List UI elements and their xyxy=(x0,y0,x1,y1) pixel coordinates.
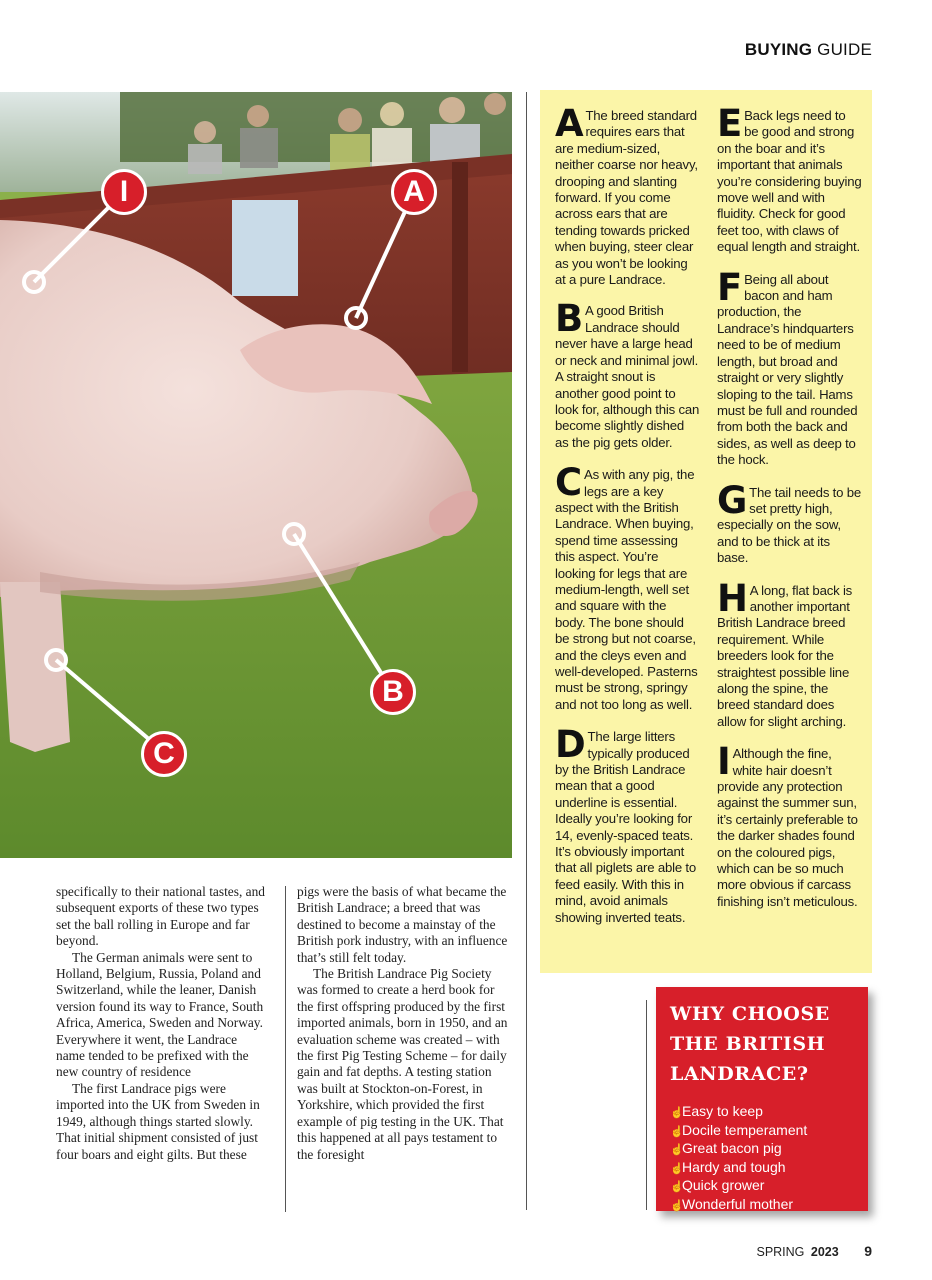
drop-cap: G xyxy=(717,478,748,522)
panel-column-left xyxy=(555,102,700,926)
point-text: The large litters typically produced by the British Landrace mean that a good underline is essential. Ideally you’re looking for 14, evenly-spaced teats. It’s obviously important that all piglets are able to feed easily. With this in mind, avoid animals showing inverted teats. xyxy=(555,729,697,925)
body-column-1 xyxy=(56,884,268,1163)
point-G xyxy=(717,478,862,567)
point-text: Although the fine, white hair doesn’t provide any protection against the summer sun, it’s certainly preferable to the darker shades found on the coloured pigs, which can be so much more obvious if carcass finishing isn’t meticulous. xyxy=(717,746,858,909)
drop-cap: A xyxy=(555,102,584,145)
point-D xyxy=(555,723,700,926)
point-I xyxy=(717,740,862,910)
drop-cap: H xyxy=(717,576,748,620)
body-paragraph: The British Landrace Pig Society was formed to create a herd book for the first offspring produced by the first imported animals, born in 1950, and an evaluation scheme was created – with the first Pig Testing Scheme – for daily gain and fat depths. A testing station was built at Stockton-on-Forest, in Yorkshire, which provided the first example of pig testing in the UK. That this happened at all pays testament to the foresight xyxy=(297,966,508,1162)
list-item-text: Docile temperament xyxy=(682,1121,808,1138)
point-text: Back legs need to be good and strong on the boar and it’s important that animals you’re considering buying move well and with fluidity. Check for good feet too, with claws of equal length and straight. xyxy=(717,108,862,255)
panel-column-right xyxy=(717,102,862,910)
drop-cap: I xyxy=(717,740,731,784)
point-text: As with any pig, the legs are a key aspect with the British Landrace. When buying, spend time assessing this aspect. You’re looking for legs that are medium-length, well set and square with the body. The bone should be strong but not coarse, and the cleys even and well-developed. Pasterns must be strong, springy and not too long as well. xyxy=(555,467,698,712)
pointing-hand-icon: ☝ xyxy=(670,1162,684,1175)
list-item-text: Quick grower xyxy=(682,1177,765,1193)
column-rule xyxy=(526,92,527,1210)
body-paragraph: specifically to their national tastes, and subsequent exports of these two types set the ball rolling in Europe and far beyond. xyxy=(56,884,265,949)
pig-photo xyxy=(0,92,512,858)
list-item xyxy=(670,1140,854,1159)
point-C xyxy=(555,461,700,713)
point-E xyxy=(717,102,862,256)
drop-cap: D xyxy=(555,723,586,767)
box-title-line: THE BRITISH xyxy=(670,1033,826,1055)
body-paragraph: pigs were the basis of what became the British Landrace; a breed that was destined to become a mainstay of the British pork industry, with an influence that’s still felt today. xyxy=(297,884,508,965)
label-I: I xyxy=(101,169,147,215)
label-C: C xyxy=(141,731,187,777)
pointing-hand-icon: ☝ xyxy=(670,1144,684,1156)
drop-cap: E xyxy=(717,102,743,145)
list-item-text: Easy to keep xyxy=(682,1103,763,1119)
why-choose-box xyxy=(656,987,868,1211)
section-header xyxy=(745,40,872,60)
drop-cap: C xyxy=(555,461,582,505)
label-A: A xyxy=(391,169,437,215)
point-text: A good British Landrace should never have a large head or neck and minimal jowl. A straight snout is another good point to look for, although this can become slightly dished as the pig gets older. xyxy=(555,303,700,450)
list-item xyxy=(670,1122,854,1141)
header-regular: GUIDE xyxy=(817,40,872,59)
list-item-text: Wonderful mother xyxy=(682,1195,794,1212)
pig-back-leg xyxy=(0,582,70,752)
pointing-hand-icon: ☝ xyxy=(670,1199,684,1212)
list-item xyxy=(670,1196,854,1215)
page-footer xyxy=(756,1243,872,1259)
list-item xyxy=(670,1177,854,1196)
list-item xyxy=(670,1103,854,1122)
column-rule xyxy=(646,1000,647,1210)
point-F xyxy=(717,265,862,469)
point-B xyxy=(555,297,700,451)
sign-board xyxy=(232,200,298,296)
pig-illustration xyxy=(0,92,512,858)
point-text: The tail needs to be set pretty high, especially on the sow, and to be thick at its base. xyxy=(717,484,862,566)
point-text: The breed standard requires ears that are medium-sized, neither coarse nor heavy, drooping and slanting forward. If you come across ears that are tending towards pricked when buying, steer clear as you won’t be looking at a pure Landrace. xyxy=(555,108,698,288)
page-number: 9 xyxy=(864,1243,872,1259)
footer-year: 2023 xyxy=(810,1245,839,1259)
body-paragraph: The German animals were sent to Holland, Belgium, Russia, Poland and Switzerland, while the leaner, Danish version found its way to France, South Africa, America, Sweden and Norway. Everywhere it went, the Landrace name tended to be prefixed with the new country of residence xyxy=(56,949,264,1080)
drop-cap: B xyxy=(555,297,584,341)
label-B: B xyxy=(370,669,416,715)
point-A xyxy=(555,102,700,288)
drop-cap: F xyxy=(717,265,743,309)
list-item-text: Hardy and tough xyxy=(682,1158,786,1175)
pointing-hand-icon: ☝ xyxy=(670,1107,684,1119)
fence-post xyxy=(452,162,468,372)
body-column-2 xyxy=(297,884,509,1163)
box-title-line: WHY CHOOSE xyxy=(670,1003,830,1025)
point-text: A long, flat back is another important British Landrace breed requirement. While breeders look for the straightest possible line along the spine, the breed standard does allow for slight arching. xyxy=(717,582,853,729)
pointing-hand-icon: ☝ xyxy=(670,1181,684,1193)
reasons-list xyxy=(670,1103,854,1214)
column-rule xyxy=(285,886,286,1212)
body-paragraph: The first Landrace pigs were imported into the UK from Sweden in 1949, although things started slowly. That initial shipment consisted of just four boars and eight gilts. But these xyxy=(56,1080,260,1162)
point-H xyxy=(717,576,862,731)
list-item-text: Great bacon pig xyxy=(682,1140,782,1156)
point-text: Being all about bacon and ham production, the Landrace’s hindquarters need to be of medium length, but broad and straight or very slightly sloping to the tail. Hams must be full and rounded from both the back and sides, as well as deep to the hock. xyxy=(717,271,858,468)
box-title xyxy=(670,999,854,1089)
header-bold: BUYING xyxy=(744,40,813,59)
footer-season: SPRING xyxy=(756,1245,805,1259)
box-title-line: LANDRACE? xyxy=(670,1063,809,1085)
pointing-hand-icon: ☝ xyxy=(670,1125,684,1138)
list-item xyxy=(670,1159,854,1178)
breed-points-panel xyxy=(540,90,872,973)
